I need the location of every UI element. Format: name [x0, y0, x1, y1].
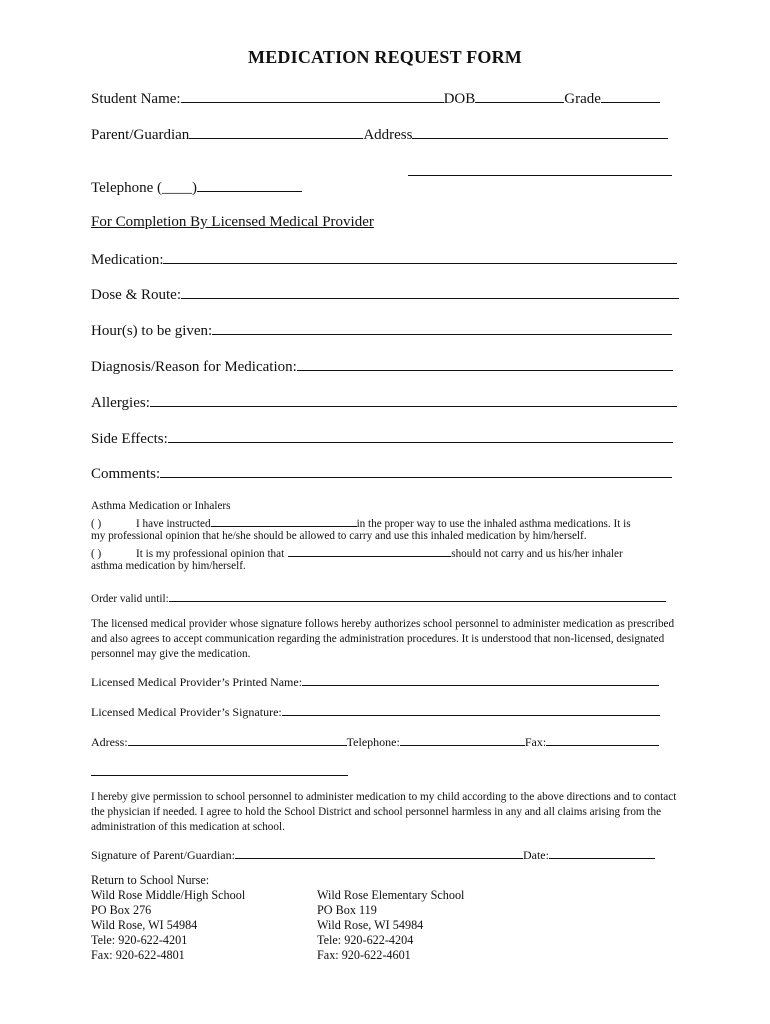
provider-contact-row: [91, 732, 659, 750]
provider-address-field[interactable]: [128, 732, 347, 746]
side-effects-label: Side Effects:: [91, 431, 168, 447]
asthma-option-2-checkbox[interactable]: ( ): [91, 548, 102, 560]
school-telephone: Tele: 920-622-4201: [91, 933, 188, 947]
provider-signature-row: [91, 702, 660, 720]
asthma-option-2-prefix: It is my professional opinion that: [136, 548, 285, 560]
asthma-option-1-prefix: I have instructed: [136, 518, 211, 530]
school-fax: Fax: 920-622-4601: [317, 948, 411, 962]
order-valid-field[interactable]: [169, 590, 666, 602]
parent-permission-text: I hereby give permission to school personnel to administer medication to my child according to the above directions and to contact the physician if needed. I agree to hold the School District and school personnel harmless in any and all claims arising from the administration of this medication at school.: [91, 791, 677, 833]
comments-row: [91, 464, 672, 483]
hours-field[interactable]: [212, 321, 672, 335]
dose-route-label: Dose & Route:: [91, 287, 181, 303]
provider-section-heading: For Completion By Licensed Medical Provider: [91, 214, 374, 230]
asthma-option-1-suffix: in the proper way to use the inhaled asthma medications. It is: [356, 518, 631, 530]
asthma-option-2-field[interactable]: [288, 545, 451, 557]
asthma-option-2-suffix: should not carry and us his/her inhaler: [451, 548, 623, 560]
return-address-left: [91, 873, 245, 963]
dob-field[interactable]: [475, 89, 564, 103]
authorization-text: The licensed medical provider whose signature follows hereby authorizes school personnel to administer medication as prescribed and also agrees to accept communication regarding the administration procedures. It is understood that non-licensed, designated personnel may give the medication.: [91, 618, 675, 660]
dose-route-row: [91, 285, 679, 304]
provider-printed-name-row: [91, 672, 659, 690]
medication-row: [91, 250, 677, 269]
provider-telephone-label: Telephone:: [346, 735, 400, 749]
asthma-heading: Asthma Medication or Inhalers: [91, 500, 231, 512]
return-address-right: [317, 888, 464, 963]
parent-signature-label: Signature of Parent/Guardian:: [91, 848, 235, 862]
school-name: Wild Rose Middle/High School: [91, 888, 246, 902]
diagnosis-row: [91, 357, 673, 376]
address-field[interactable]: [412, 125, 668, 139]
school-city: Wild Rose, WI 54984: [317, 918, 424, 932]
return-heading: Return to School Nurse:: [91, 873, 210, 887]
asthma-option-1-checkbox[interactable]: ( ): [91, 518, 102, 530]
parent-signature-row: [91, 845, 655, 863]
address-line-2[interactable]: [408, 162, 672, 181]
parent-row: [91, 125, 668, 144]
address-line-2-field[interactable]: [408, 162, 672, 176]
student-name-label: Student Name:: [91, 91, 181, 107]
parent-guardian-field[interactable]: [189, 125, 363, 139]
side-effects-field[interactable]: [168, 429, 673, 443]
extra-signature-field[interactable]: [91, 762, 348, 776]
provider-address-label: Adress:: [91, 735, 128, 749]
telephone-row: [91, 178, 302, 197]
side-effects-row: [91, 429, 673, 448]
asthma-option-1-field[interactable]: [211, 515, 357, 527]
asthma-option-2-line2: asthma medication by him/herself.: [91, 560, 246, 572]
dose-route-field[interactable]: [181, 285, 679, 299]
hours-label: Hour(s) to be given:: [91, 323, 213, 339]
allergies-row: [91, 393, 677, 412]
school-fax: Fax: 920-622-4801: [91, 948, 185, 962]
provider-signature-field[interactable]: [282, 702, 660, 716]
grade-label: Grade: [564, 91, 601, 107]
provider-signature-label: Licensed Medical Provider’s Signature:: [91, 705, 282, 719]
allergies-field[interactable]: [150, 393, 677, 407]
parent-guardian-label: Parent/Guardian: [91, 127, 190, 143]
order-valid-row: [91, 590, 666, 605]
provider-fax-field[interactable]: [546, 732, 659, 746]
asthma-option-2: [91, 545, 623, 560]
parent-signature-field[interactable]: [235, 845, 523, 859]
asthma-option-1-line2: my professional opinion that he/she should be allowed to carry and use this inhaled medication by him/herself.: [91, 530, 587, 542]
school-telephone: Tele: 920-622-4204: [317, 933, 414, 947]
comments-label: Comments:: [91, 466, 161, 482]
provider-printed-name-field[interactable]: [302, 672, 659, 686]
parent-date-label: Date:: [522, 848, 549, 862]
school-po-box: PO Box 276: [91, 903, 152, 917]
student-row: [91, 89, 660, 108]
provider-fax-label: Fax:: [524, 735, 547, 749]
student-name-field[interactable]: [181, 89, 444, 103]
dob-label: DOB: [443, 91, 476, 107]
form-title: MEDICATION REQUEST FORM: [248, 47, 522, 67]
medication-label: Medication:: [91, 252, 164, 268]
extra-signature-line[interactable]: [91, 762, 348, 781]
order-valid-label: Order valid until:: [91, 593, 169, 605]
provider-telephone-field[interactable]: [400, 732, 525, 746]
diagnosis-field[interactable]: [297, 357, 673, 371]
telephone-field[interactable]: [197, 178, 302, 192]
comments-field[interactable]: [160, 464, 672, 478]
hours-row: [91, 321, 672, 340]
school-po-box: PO Box 119: [317, 903, 377, 917]
allergies-label: Allergies:: [91, 395, 150, 411]
parent-date-field[interactable]: [549, 845, 655, 859]
asthma-option-1: [91, 515, 631, 530]
medication-field[interactable]: [163, 250, 677, 264]
school-city: Wild Rose, WI 54984: [91, 918, 198, 932]
address-label: Address: [363, 127, 413, 143]
school-name: Wild Rose Elementary School: [317, 888, 465, 902]
grade-field[interactable]: [601, 89, 660, 103]
telephone-label: Telephone (____): [91, 180, 197, 196]
provider-printed-name-label: Licensed Medical Provider’s Printed Name:: [91, 675, 303, 689]
diagnosis-label: Diagnosis/Reason for Medication:: [91, 359, 297, 375]
